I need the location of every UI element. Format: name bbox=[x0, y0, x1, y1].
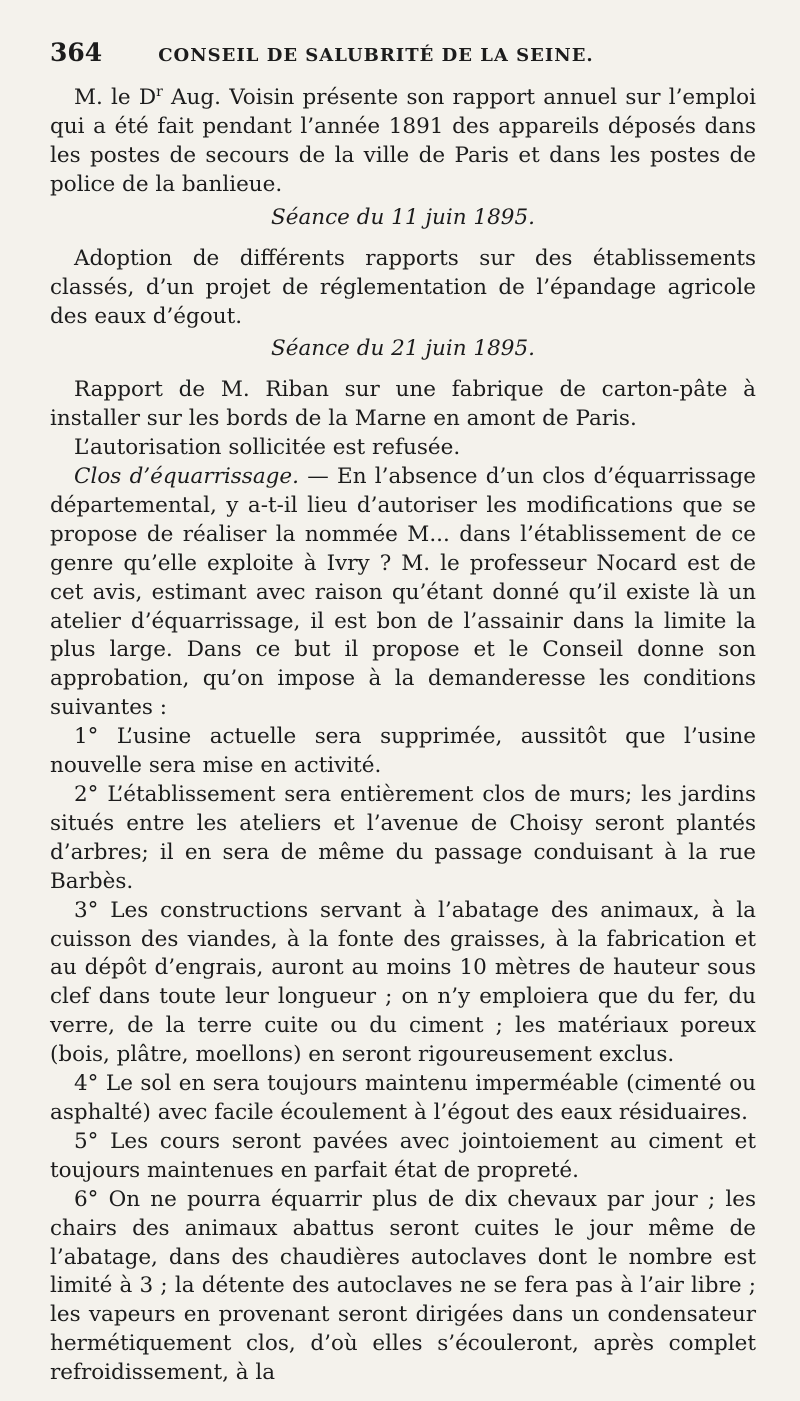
paragraph-adoption: Adoption de différents rapports sur des établissements classés, d’un projet de réglementation de l’épandage agricole des eaux d’égout. bbox=[50, 245, 756, 329]
condition-item-1: 1° L’usine actuelle sera supprimée, aussitôt que l’usine nouvelle sera mise en activité. bbox=[50, 724, 756, 779]
paragraph-text: — En l’absence d’un clos d’équarrissage départemental, y a-t-il lieu d’autoriser les modifications que se propose de réaliser la nommée M... dans l’établissement de ce genre qu’elle exploite à Ivry ? M. le professeur Nocard est de cet avis, estimant avec raison qu’étant donné qu’il existe là un atelier d’équarrissage, il est bon de l’assainir dans la limite la plus large. Dans ce but il propose et le Conseil donne son approbation, qu’on impose à la demanderesse les conditions suivantes : bbox=[50, 464, 756, 721]
condition-item-3: 3° Les constructions servant à l’abatage des animaux, à la cuisson des viandes, à la fonte des graisses, à la fabrication et au dépôt d’engrais, auront au moins 10 mètres de hauteur sous clef dans toute leur longueur ; on n’y emploiera que du fer, du verre, de la terre cuite ou du ciment ; les matériaux poreux (bois, plâtre, moellons) en seront rigoureusement exclus. bbox=[50, 897, 756, 1068]
session-heading-21-june: Séance du 21 juin 1895. bbox=[271, 336, 535, 362]
condition-item-5: 5° Les cours seront pavées avec jointoiement au ciment et toujours maintenues en parfait état de propreté. bbox=[50, 1128, 756, 1183]
section-label: Clos d’équarrissage. bbox=[74, 464, 299, 490]
page-number: 364 bbox=[50, 38, 103, 67]
paragraph-text: Aug. Voisin présente son rapport annuel sur l’emploi qui a été fait pendant l’année 1891 des appareils déposés dans les postes de secours de la ville de Paris et dans les postes de police de la banlieue. bbox=[50, 85, 756, 197]
paragraph-clos-equarrissage bbox=[50, 463, 756, 723]
paragraph-text: M. le D bbox=[74, 85, 157, 111]
running-head bbox=[50, 38, 756, 78]
paragraph-riban-report: Rapport de M. Riban sur une fabrique de carton-pâte à installer sur les bords de la Marne en amont de Paris. bbox=[50, 377, 756, 432]
session-heading-11-june: Séance du 11 juin 1895. bbox=[271, 204, 535, 230]
condition-item-4: 4° Le sol en sera toujours maintenu imperméable (cimenté ou asphalté) avec facile écoulement à l’égout des eaux résiduaires. bbox=[50, 1071, 756, 1125]
paragraph-refusal: L’autorisation sollicitée est refusée. bbox=[74, 435, 461, 461]
running-title: CONSEIL DE SALUBRITÉ DE LA SEINE. bbox=[158, 45, 594, 66]
condition-item-2: 2° L’établissement sera entièrement clos de murs; les jardins situés entre les ateliers et l’avenue de Choisy seront plantés d’arbres; il en sera de même du passage conduisant à la rue Barbès. bbox=[50, 782, 756, 894]
condition-item-6: 6° On ne pourra équarrir plus de dix chevaux par jour ; les chairs des animaux abattus seront cuites le jour même de l’abatage, dans des chaudières autoclaves dont le nombre est limité à 3 ; la détente des autoclaves ne se fera pas à l’air libre ; les vapeurs en provenant seront dirigées dans un condensateur hermétiquement clos, d’où elles s’écouleront, après complet refroidissement, à la bbox=[50, 1186, 756, 1386]
body-text bbox=[50, 78, 756, 1388]
paragraph-voisin-report bbox=[50, 78, 756, 200]
superscript: r bbox=[156, 84, 163, 100]
